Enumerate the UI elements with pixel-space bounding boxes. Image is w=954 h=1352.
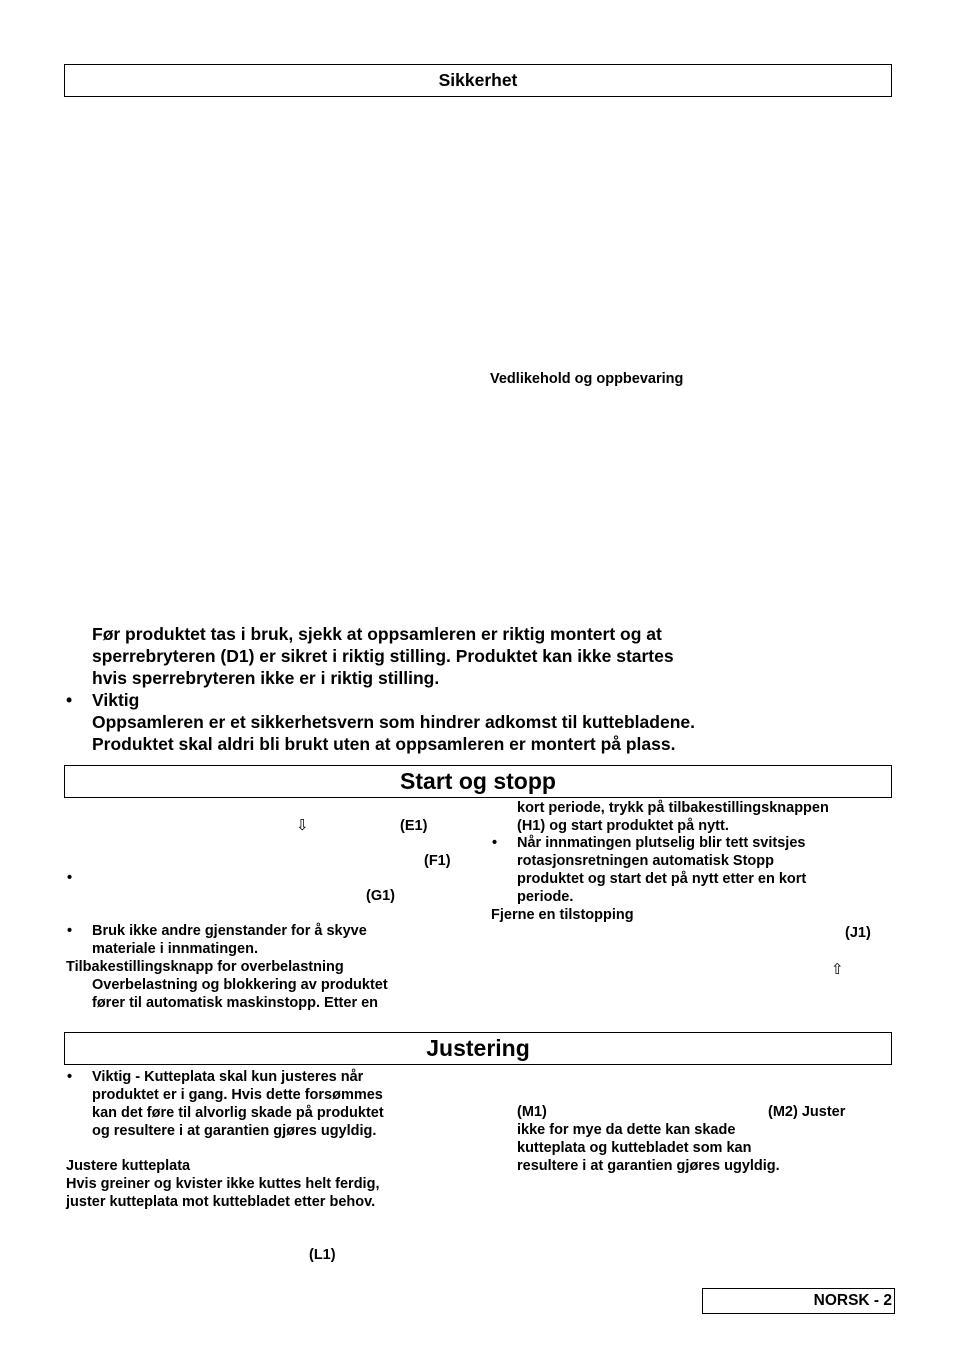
text-line: rotasjonsretningen automatisk Stopp xyxy=(517,853,774,869)
adjust-text xyxy=(66,1175,476,1211)
ref-j1: (J1) xyxy=(845,925,871,941)
section-adjustment xyxy=(64,1032,892,1065)
header-title: Sikkerhet xyxy=(438,70,518,90)
section-start-stop xyxy=(64,765,892,798)
text-line: ikke for mye da dette kan skade xyxy=(517,1122,736,1138)
safety-paragraph xyxy=(92,623,892,689)
text-line: Viktig - Kutteplata skal kun justeres når xyxy=(92,1069,364,1085)
text-line: fører til automatisk maskinstopp. Etter en xyxy=(92,995,379,1011)
section-title: Start og stopp xyxy=(400,768,556,794)
page-label: NORSK - 2 xyxy=(813,1292,892,1309)
safety-line: hvis sperrebryteren ikke er i riktig stilling. xyxy=(92,668,440,688)
text-line: Overbelastning og blokkering av produktet xyxy=(92,977,388,993)
reset-heading: Tilbakestillingsknapp for overbelastning xyxy=(66,959,344,975)
important-bullet: • xyxy=(66,690,73,710)
bullet-text xyxy=(517,834,893,906)
text-line: kan det føre til alvorlig skade på produktet xyxy=(92,1105,384,1121)
bullet: • xyxy=(492,835,498,851)
text-line: materiale i innmatingen. xyxy=(92,941,258,957)
text-line: resultere i at garantien gjøres ugyldig. xyxy=(517,1158,780,1174)
text-line: og resultere i at garantien gjøres ugyldig. xyxy=(92,1123,377,1139)
page-label-box xyxy=(702,1288,895,1314)
reverse-arrow-icon: ⇧ xyxy=(831,961,844,978)
text-line: kutteplata og kuttebladet som kan xyxy=(517,1140,752,1156)
reset-text xyxy=(92,976,452,1012)
text-line: juster kutteplata mot kuttebladet etter behov. xyxy=(66,1194,376,1210)
bullet: • xyxy=(67,870,73,886)
text-line: Hvis greiner og kvister ikke kuttes helt ferdig, xyxy=(66,1176,380,1192)
text-line: periode. xyxy=(517,889,574,905)
right-continuation xyxy=(517,799,893,835)
text-line: produktet og start det på nytt etter en kort xyxy=(517,871,807,887)
adjust-right-text xyxy=(517,1121,893,1175)
important-label: Viktig xyxy=(92,690,140,710)
bullet: • xyxy=(67,923,73,939)
important-text xyxy=(92,711,892,755)
ref-e1: (E1) xyxy=(400,818,428,834)
section-title: Justering xyxy=(426,1035,530,1061)
feed-arrow-icon: ⇩ xyxy=(296,817,309,834)
unclog-heading: Fjerne en tilstopping xyxy=(491,907,634,923)
text-line: Bruk ikke andre gjenstander for å skyve xyxy=(92,923,367,939)
text-line: Når innmatingen plutselig blir tett svitsjes xyxy=(517,835,806,851)
ref-m2: (M2) Juster xyxy=(768,1104,846,1120)
text-line: kort periode, trykk på tilbakestillingsknappen xyxy=(517,800,829,816)
text-line: (H1) og start produktet på nytt. xyxy=(517,818,729,834)
bullet: • xyxy=(67,1069,73,1085)
ref-f1: (F1) xyxy=(424,853,451,869)
ref-l1: (L1) xyxy=(309,1247,336,1263)
text-line: produktet er i gang. Hvis dette forsømmes xyxy=(92,1087,383,1103)
safety-line: sperrebryteren (D1) er sikret i riktig stilling. Produktet kan ikke startes xyxy=(92,646,674,666)
maintenance-heading: Vedlikehold og oppbevaring xyxy=(490,371,684,387)
bullet-text xyxy=(92,1068,472,1140)
ref-g1: (G1) xyxy=(366,888,395,904)
important-line: Oppsamleren er et sikkerhetsvern som hindrer adkomst til kuttebladene. xyxy=(92,712,695,732)
ref-m1: (M1) xyxy=(517,1104,547,1120)
important-line: Produktet skal aldri bli brukt uten at oppsamleren er montert på plass. xyxy=(92,734,676,754)
adjust-heading: Justere kutteplata xyxy=(66,1158,191,1174)
header-box xyxy=(64,64,892,97)
bullet-text xyxy=(92,922,452,958)
safety-line: Før produktet tas i bruk, sjekk at oppsamleren er riktig montert og at xyxy=(92,624,662,644)
